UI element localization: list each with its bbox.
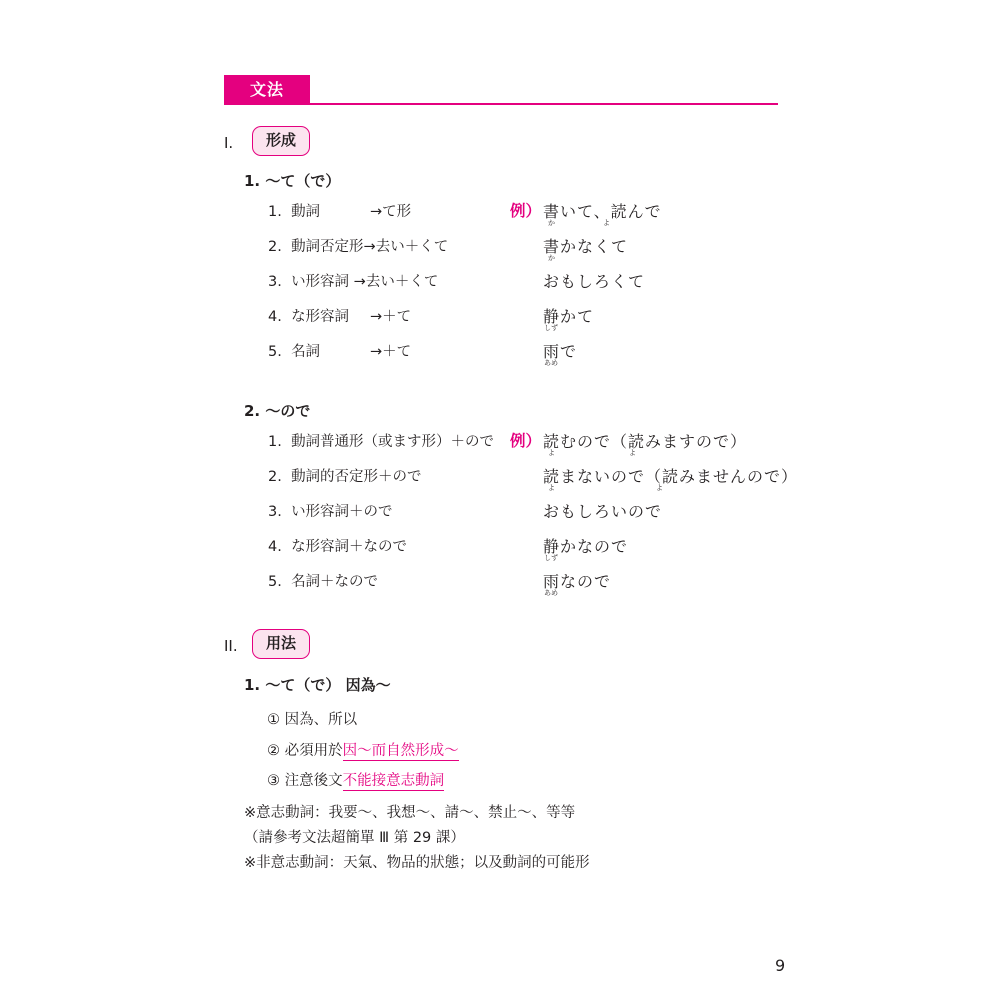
formation-row-1: 1. 動詞: [268, 204, 321, 220]
section-header-title: 文法: [224, 75, 310, 105]
page-number: 9: [775, 956, 786, 975]
note-reference: （請參考文法超簡單 Ⅲ 第 29 課）: [244, 830, 465, 846]
sub-2-title: 2. 〜ので: [244, 402, 311, 420]
formation-row-5-arrow: →＋て: [370, 344, 412, 360]
formation-row-2: 2. 動詞否定形→去い＋くて: [268, 239, 449, 255]
formation-row-5: 5. 名詞: [268, 344, 321, 360]
example-1: 読むので（読みますので）: [543, 432, 748, 451]
header-rule: [224, 103, 778, 105]
example-4: 静かなので: [543, 537, 629, 556]
formation-row-5: 5. 名詞＋なので: [268, 574, 379, 590]
note-nonvolitional: ※非意志動詞：天氣、物品的狀態；以及動詞的可能形: [244, 855, 590, 871]
usage-point-1: ① 因為、所以: [267, 712, 358, 728]
furigana: よ: [548, 449, 555, 457]
example-4: 静かて: [543, 307, 595, 326]
section-1-roman: I.: [224, 134, 234, 152]
formation-row-1: 1. 動詞普通形（或ます形）＋ので: [268, 434, 495, 450]
example-1: 書いて、読んで: [543, 202, 662, 221]
example-2: 読まないので（読みませんので）: [543, 467, 799, 486]
example-3: おもしろくて: [543, 272, 646, 291]
furigana: よ: [629, 449, 636, 457]
furigana: か: [548, 219, 555, 227]
formation-row-4: 4. な形容詞: [268, 309, 350, 325]
furigana: しず: [544, 324, 558, 332]
example-marker: 例）: [510, 432, 542, 450]
furigana: か: [548, 254, 555, 262]
example-5: 雨で: [543, 342, 578, 361]
section-2-label: 用法: [252, 629, 310, 659]
usage-point-3: ③ 注意後文不能接意志動詞: [267, 773, 445, 789]
formation-row-3: 3. い形容詞＋ので: [268, 504, 393, 520]
example-3: おもしろいので: [543, 502, 663, 521]
formation-row-4-arrow: →＋て: [370, 309, 412, 325]
furigana: よ: [656, 484, 663, 492]
formation-row-3: 3. い形容詞 →去い＋くて: [268, 274, 439, 290]
example-marker: 例）: [510, 202, 542, 220]
furigana: あめ: [544, 359, 558, 367]
note-volitional: ※意志動詞：我要〜、我想〜、請〜、禁止〜、等等: [244, 805, 576, 821]
formation-row-4: 4. な形容詞＋なので: [268, 539, 408, 555]
section-2-roman: II.: [224, 637, 238, 655]
example-5: 雨なので: [543, 572, 612, 591]
example-2: 書かなくて: [543, 237, 629, 256]
formation-row-2: 2. 動詞的否定形＋ので: [268, 469, 422, 485]
highlight-text: 因〜而自然形成〜: [342, 743, 459, 759]
furigana: あめ: [544, 589, 558, 597]
formation-row-1-arrow: →て形: [370, 204, 412, 220]
usage-sub-title: 1. 〜て（で） 因為〜: [244, 676, 391, 694]
usage-point-2: ② 必須用於因〜而自然形成〜: [267, 743, 459, 759]
highlight-text: 不能接意志動詞: [342, 773, 445, 789]
furigana: よ: [603, 219, 610, 227]
furigana: よ: [548, 484, 555, 492]
section-1-label: 形成: [252, 126, 310, 156]
furigana: しず: [544, 554, 558, 562]
sub-1-title: 1. 〜て（で）: [244, 172, 341, 190]
